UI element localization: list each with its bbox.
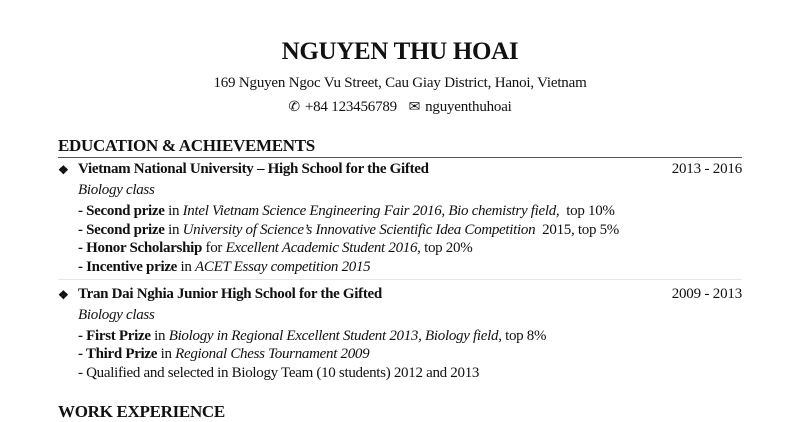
email[interactable]: nguyenthuhoai [425, 99, 512, 115]
achievement-item: - Third Prize in Regional Chess Tournament 2009 [78, 346, 370, 362]
candidate-name: NGUYEN THU HOAI [281, 38, 519, 65]
class-label: Biology class [78, 182, 155, 198]
education-entry-title [58, 161, 429, 178]
achievement-item: - Second prize in University of Science’s Innovative Scientific Idea Competition 2015, top 5% [78, 222, 619, 238]
section-heading-work: WORK EXPERIENCE [58, 402, 225, 421]
contact-line [0, 99, 800, 116]
achievement-item: - First Prize in Biology in Regional Excellent Student 2013, Biology field, top 8% [78, 328, 547, 344]
section-heading-education: EDUCATION & ACHIEVEMENTS [58, 136, 315, 155]
education-dates: 2009 - 2013 [671, 286, 742, 302]
school-name: Tran Dai Nghia Junior High School for the Gifted [78, 286, 382, 302]
phone-icon: ✆ [288, 100, 300, 115]
achievement-item: - Incentive prize in ACET Essay competition 2015 [78, 259, 371, 275]
class-label: Biology class [78, 307, 155, 323]
achievement-item: - Honor Scholarship for Excellent Academic Student 2016, top 20% [78, 240, 473, 256]
diamond-bullet-icon: ❖ [58, 163, 69, 177]
phone-number: +84 123456789 [304, 99, 397, 115]
section-divider [58, 157, 742, 158]
address: 169 Nguyen Ngoc Vu Street, Cau Giay District, Hanoi, Vietnam [213, 75, 587, 91]
education-dates: 2013 - 2016 [671, 161, 742, 177]
envelope-icon: ✉ [408, 100, 421, 115]
achievement-item: - Qualified and selected in Biology Team (10 students) 2012 and 2013 [78, 365, 480, 381]
education-entry-title [58, 286, 382, 303]
entry-divider [58, 279, 742, 280]
diamond-bullet-icon: ❖ [58, 288, 69, 302]
achievement-item: - Second prize in Intel Vietnam Science Engineering Fair 2016, Bio chemistry field, top 10% [78, 203, 615, 219]
school-name: Vietnam National University – High School for the Gifted [78, 161, 429, 177]
